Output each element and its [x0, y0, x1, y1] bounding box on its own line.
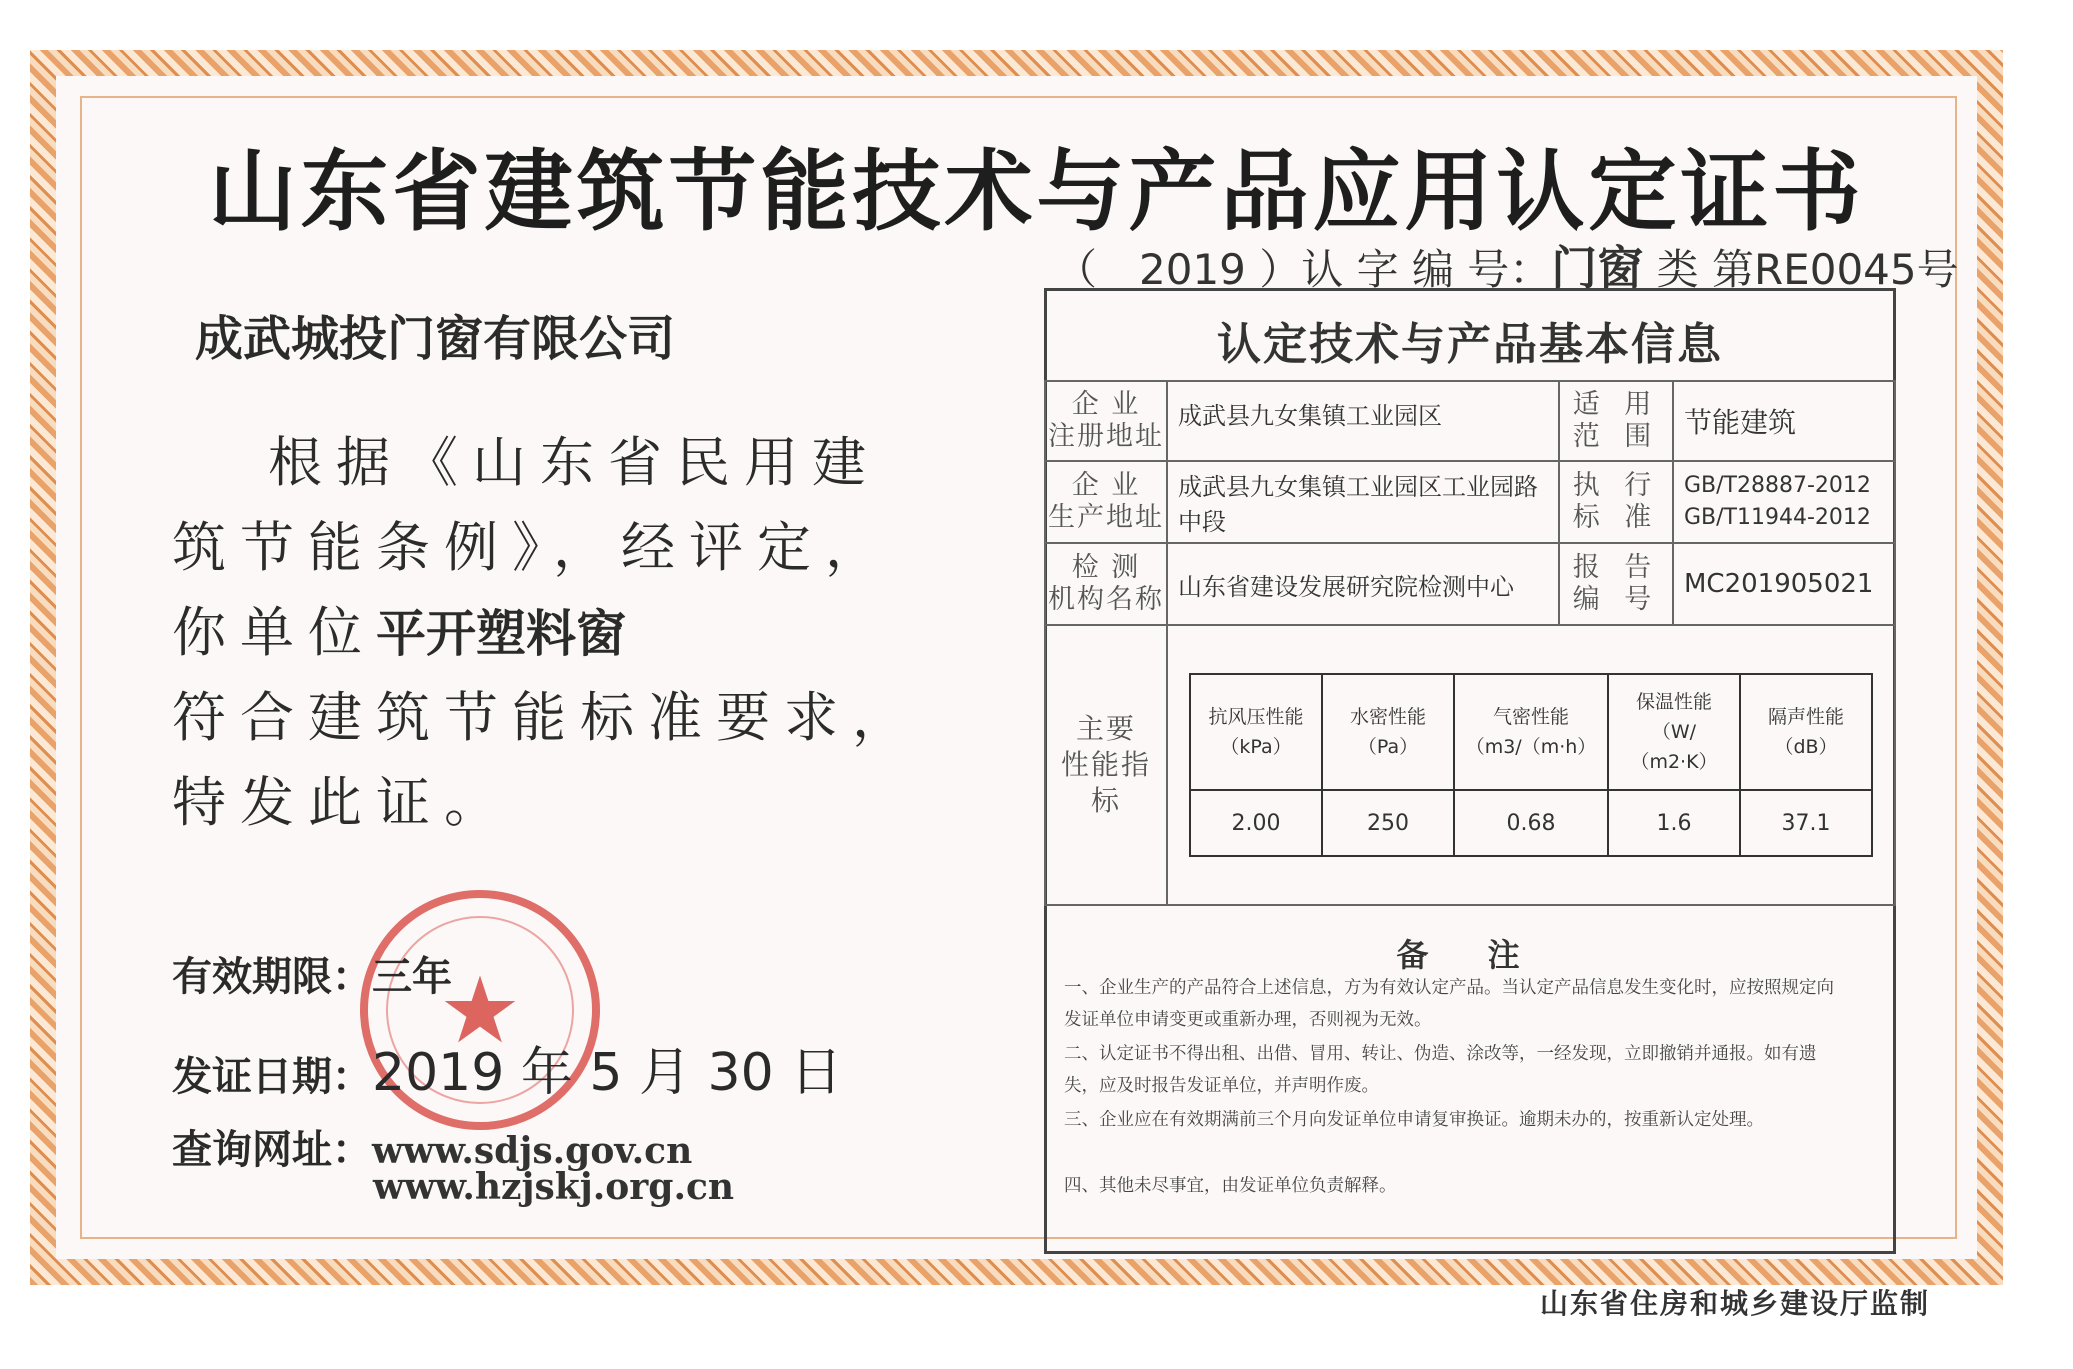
perf-header: 保温性能 （W/ （m2·K）	[1608, 674, 1740, 790]
certificate-title: 山东省建筑节能技术与产品应用认定证书	[208, 140, 1865, 243]
info-value: 成武县九女集镇工业园区工业园路中段	[1167, 461, 1559, 543]
info-row-performance	[1045, 625, 1895, 905]
validity	[172, 945, 452, 1002]
remarks-title: 备 注	[1396, 936, 1544, 974]
info-value: 成武县九女集镇工业园区	[1167, 381, 1559, 461]
perf-header: 抗风压性能 （kPa）	[1190, 674, 1322, 790]
perf-value: 250	[1322, 790, 1454, 856]
info-row	[1045, 381, 1895, 461]
seal-star-icon: ★	[438, 956, 522, 1064]
info-value: GB/T28887-2012 GB/T11944-2012	[1673, 461, 1895, 543]
info-label: 报 告 编 号	[1559, 543, 1673, 625]
product-name: 平开塑料窗	[376, 605, 626, 663]
info-value: MC201905021	[1673, 543, 1895, 625]
performance-cell	[1167, 625, 1895, 905]
issue-date-label: 发证日期：	[172, 1054, 372, 1100]
performance-label: 主要 性能指标	[1045, 625, 1167, 905]
info-label: 适 用 范 围	[1559, 381, 1673, 461]
remark-item: 三、企业应在有效期满前三个月向发证单位申请复审换证。逾期未办的，按重新认定处理。	[1064, 1110, 1764, 1130]
perf-header: 水密性能 （Pa）	[1322, 674, 1454, 790]
info-row	[1045, 543, 1895, 625]
performance-table	[1189, 673, 1873, 857]
perf-value: 2.00	[1190, 790, 1322, 856]
info-label: 企 业 生产地址	[1045, 461, 1167, 543]
info-label: 执 行 标 准	[1559, 461, 1673, 543]
info-row	[1045, 461, 1895, 543]
validity-label: 有效期限：	[172, 954, 372, 1000]
cert-no-category: 门窗	[1551, 241, 1644, 295]
info-panel-title: 认定技术与产品基本信息	[1217, 319, 1723, 370]
info-value: 山东省建设发展研究院检测中心	[1167, 543, 1559, 625]
perf-value-row	[1190, 790, 1872, 856]
query-url-1[interactable]: www.sdjs.gov.cn	[372, 1130, 693, 1172]
query-url-2[interactable]: www.hzjskj.org.cn	[373, 1166, 735, 1208]
body-line-1: 根据《山东省民用建	[268, 431, 880, 494]
issue-date	[172, 1030, 842, 1105]
company-name: 成武城投门窗有限公司	[195, 311, 676, 367]
perf-value: 0.68	[1454, 790, 1608, 856]
remark-item: 一、企业生产的产品符合上述信息，方为有效认定产品。当认定产品信息发生变化时，应按照规定向发证单位申请变更或重新办理，否则视为无效。	[1064, 978, 1834, 1030]
cert-no-suffix: 类 第RE0045号	[1643, 245, 1959, 294]
body-line-4: 符合建筑节能标准要求，	[172, 686, 920, 749]
info-table	[1044, 380, 1896, 906]
perf-value: 1.6	[1608, 790, 1740, 856]
body-line-3	[172, 590, 626, 667]
body-line-3-text: 你单位	[172, 601, 376, 664]
info-value: 节能建筑	[1673, 381, 1895, 461]
issue-date-value: 2019 年 5 月 30 日	[372, 1043, 843, 1103]
perf-header-row	[1190, 674, 1872, 790]
validity-value: 三年	[372, 954, 452, 1000]
footer-issuer: 山东省住房和城乡建设厅监制	[1540, 1287, 1931, 1320]
perf-header: 隔声性能 （dB）	[1740, 674, 1872, 790]
body-line-2: 筑节能条例》，经评定，	[172, 516, 893, 579]
info-label: 企 业 注册地址	[1045, 381, 1167, 461]
info-label: 检 测 机构名称	[1045, 543, 1167, 625]
body-line-5: 特发此证。	[172, 771, 512, 834]
cert-no-prefix: （ 2019 ）认 字 编 号：	[1055, 245, 1552, 294]
remark-item: 四、其他未尽事宜，由发证单位负责解释。	[1064, 1176, 1397, 1196]
perf-header: 气密性能 （m3/（m·h）	[1454, 674, 1608, 790]
remark-item: 二、认定证书不得出租、出借、冒用、转让、伪造、涂改等，一经发现，立即撤销并通报。如有遗失，应及时报告发证单位，并声明作废。	[1064, 1044, 1817, 1096]
query-label: 查询网址：	[172, 1127, 372, 1173]
perf-value: 37.1	[1740, 790, 1872, 856]
